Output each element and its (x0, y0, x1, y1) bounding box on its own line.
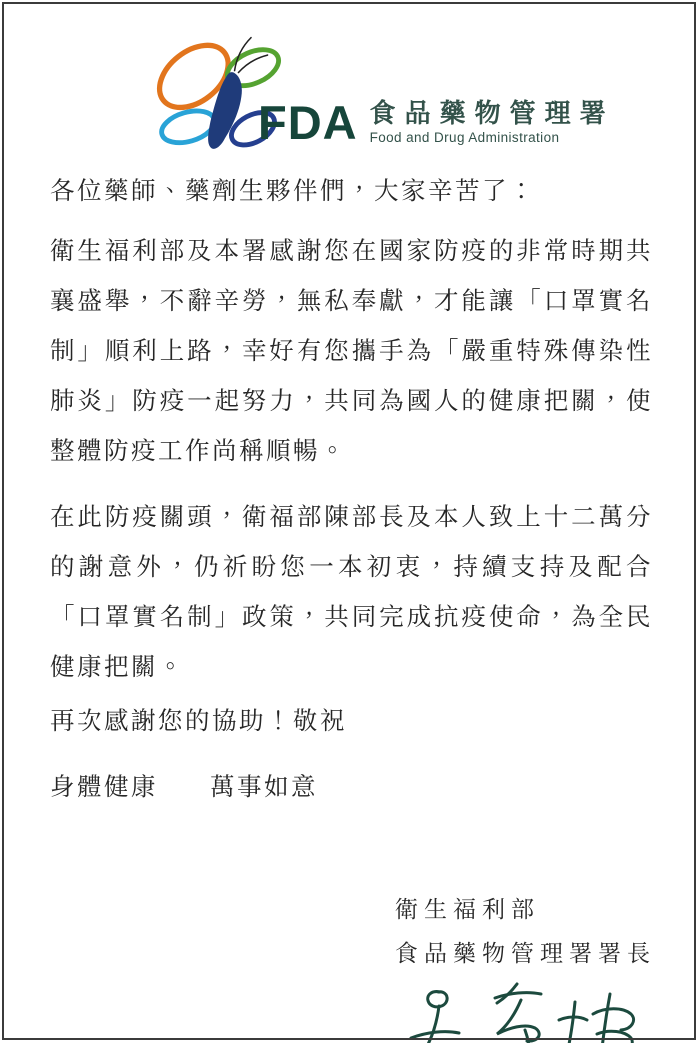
blessing-right: 萬事如意 (210, 772, 318, 801)
taiwan-island-body (208, 72, 242, 149)
signature-block (395, 888, 656, 1043)
closing-line: 再次感謝您的協助！敬祝 (50, 706, 347, 735)
signature-org-line1: 衛生福利部 (395, 897, 540, 923)
org-names (370, 100, 615, 146)
handwritten-signature (395, 978, 651, 1043)
blessing-line (50, 762, 653, 812)
fda-logo (150, 26, 699, 152)
paragraph-2: 在此防疫關頭，衛福部陳部長及本人致上十二萬分的謝意外，仍祈盼您一本初衷，持續支持及配合「口罩實名制」政策，共同完成抗疫使命，為全民健康把關。 (50, 502, 653, 681)
blessing-left: 身體健康 (50, 772, 158, 801)
paragraph-1: 衛生福利部及本署感謝您在國家防疫的非常時期共襄盛舉，不辭辛勞，無私奉獻，才能讓「口罩實名制」順利上路，幸好有您攜手為「嚴重特殊傳染性肺炎」防疫一起努力，共同為國人的健康把關，使整體防疫工作尚稱順暢。 (50, 236, 653, 465)
signature-org-line2: 食品藥物管理署署長 (395, 941, 656, 967)
fda-acronym: FDA (258, 96, 358, 149)
letter-body (0, 166, 699, 1043)
salutation: 各位藥師、藥劑生夥伴們，大家辛苦了： (50, 176, 536, 205)
logo-text (258, 96, 615, 152)
org-name-en: Food and Drug Administration (369, 130, 560, 145)
signature-strokes (405, 984, 643, 1043)
org-name-zh: 食品藥物管理署 (369, 99, 615, 130)
